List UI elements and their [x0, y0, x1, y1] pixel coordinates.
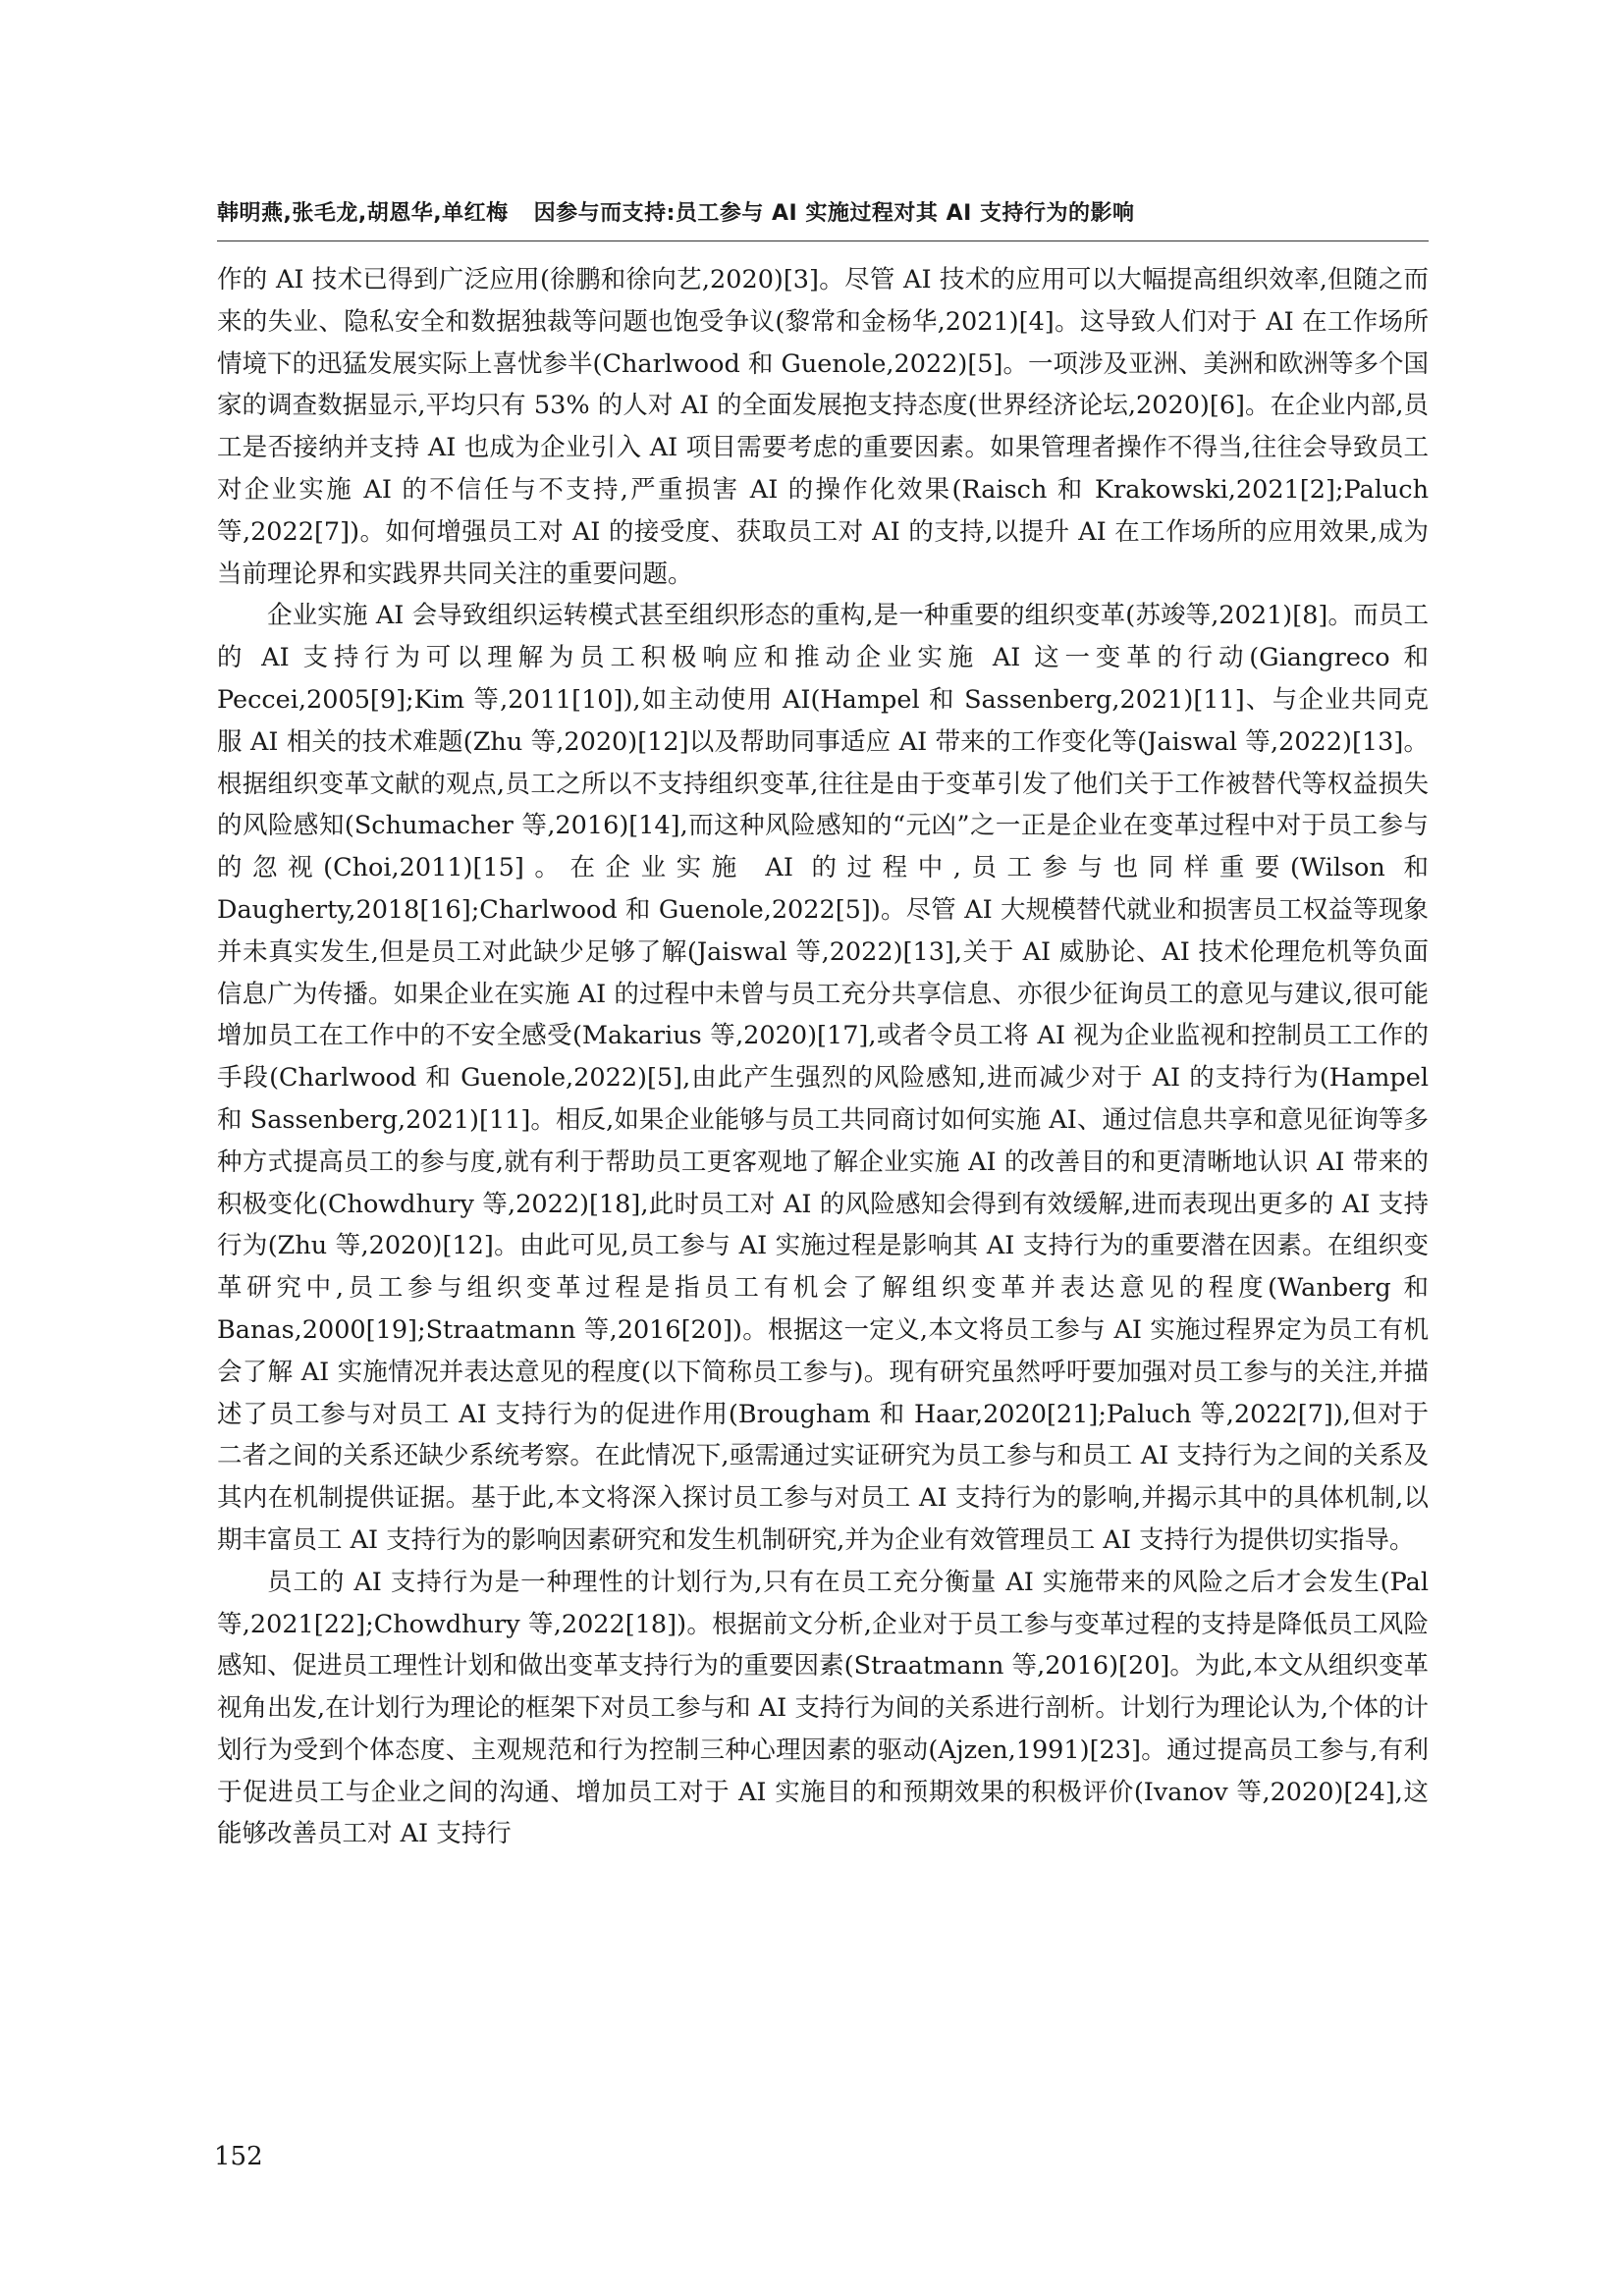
header-title: 因参与而支持:员工参与 AI 实施过程对其 AI 支持行为的影响 [533, 201, 1135, 226]
paragraph-2: 企业实施 AI 会导致组织运转模式甚至组织形态的重构,是一种重要的组织变革(苏竣等,2021)[8]。而员工的 AI 支持行为可以理解为员工积极响应和推动企业实施 AI 这一变革的行动(Giangreco 和 Peccei,2005[9];Kim 等,2011[10]),如主动使用 AI(Hampel 和 Sassenberg,2021)[11]、与企业共同克服 AI 相关的技术难题(Zhu 等,2020)[12]以及帮助同事适应 AI 带来的工作变化等(Jaiswal 等,2022)[13]。根据组织变革文献的观点,员工之所以不支持组织变革,往往是由于变革引发了他们关于工作被替代等权益损失的风险感知(Schumacher 等,2016)[14],而这种风险感知的“元凶”之一正是企业在变革过程中对于员工参与的忽视(Choi,2011)[15]。在企业实施 AI 的过程中,员工参与也同样重要(Wilson 和 Daugherty,2018[16];Charlwood 和 Guenole,2022[5])。尽管 AI 大规模替代就业和损害员工权益等现象并未真实发生,但是员工对此缺少足够了解(Jaiswal 等,2022)[13],关于 AI 威胁论、AI 技术伦理危机等负面信息广为传播。如果企业在实施 AI 的过程中未曾与员工充分共享信息、亦很少征询员工的意见与建议,很可能增加员工在工作中的不安全感受(Makarius 等,2020)[17],或者令员工将 AI 视为企业监视和控制员工工作的手段(Charlwood 和 Guenole,2022)[5],由此产生强烈的风险感知,进而减少对于 AI 的支持行为(Hampel 和 Sassenberg,2021)[11]。相反,如果企业能够与员工共同商讨如何实施 AI、通过信息共享和意见征询等多种方式提高员工的参与度,就有利于帮助员工更客观地了解企业实施 AI 的改善目的和更清晰地认识 AI 带来的积极变化(Chowdhury 等,2022)[18],此时员工对 AI 的风险感知会得到有效缓解,进而表现出更多的 AI 支持行为(Zhu 等,2020)[12]。由此可见,员工参与 AI 实施过程是影响其 AI 支持行为的重要潜在因素。在组织变革研究中,员工参与组织变革过程是指员工有机会了解组织变革并表达意见的程度(Wanberg 和 Banas,2000[19];Straatmann 等,2016[20])。根据这一定义,本文将员工参与 AI 实施过程界定为员工有机会了解 AI 实施情况并表达意见的程度(以下简称员工参与)。现有研究虽然呼吁要加强对员工参与的关注,并描述了员工参与对员工 AI 支持行为的促进作用(Brougham 和 Haar,2020[21];Paluch 等,2022[7]),但对于二者之间的关系还缺少系统考察。在此情况下,亟需通过实证研究为员工参与和员工 AI 支持行为之间的关系及其内在机制提供证据。基于此,本文将深入探讨员工参与对员工 AI 支持行为的影响,并揭示其中的具体机制,以期丰富员工 AI 支持行为的影响因素研究和发生机制研究,并为企业有效管理员工 AI 支持行为提供切实指导。 [217, 601, 1429, 1555]
paragraph-3: 员工的 AI 支持行为是一种理性的计划行为,只有在员工充分衡量 AI 实施带来的风险之后才会发生(Pal 等,2021[22];Chowdhury 等,2022[18])。根据前文分析,企业对于员工参与变革过程的支持是降低员工风险感知、促进员工理性计划和做出变革支持行为的重要因素(Straatmann 等,2016)[20]。为此,本文从组织变革视角出发,在计划行为理论的框架下对员工参与和 AI 支持行为间的关系进行剖析。计划行为理论认为,个体的计划行为受到个体态度、主观规范和行为控制三种心理因素的驱动(Ajzen,1991)[23]。通过提高员工参与,有利于促进员工与企业之间的沟通、增加员工对于 AI 实施目的和预期效果的积极评价(Ivanov 等,2020)[24],这能够改善员工对 AI 支持行 [217, 1567, 1429, 1849]
article-body [217, 259, 1429, 1855]
running-header [217, 196, 1429, 232]
header-rule [217, 240, 1429, 241]
header-authors: 韩明燕,张毛龙,胡恩华,单红梅 [217, 201, 509, 226]
paragraph-1: 作的 AI 技术已得到广泛应用(徐鹏和徐向艺,2020)[3]。尽管 AI 技术的应用可以大幅提高组织效率,但随之而来的失业、隐私安全和数据独裁等问题也饱受争议(黎常和金杨华,2021)[4]。这导致人们对于 AI 在工作场所情境下的迅猛发展实际上喜忧参半(Charlwood 和 Guenole,2022)[5]。一项涉及亚洲、美洲和欧洲等多个国家的调查数据显示,平均只有 53% 的人对 AI 的全面发展抱支持态度(世界经济论坛,2020)[6]。在企业内部,员工是否接纳并支持 AI 也成为企业引入 AI 项目需要考虑的重要因素。如果管理者操作不得当,往往会导致员工对企业实施 AI 的不信任与不支持,严重损害 AI 的操作化效果(Raisch 和 Krakowski,2021[2];Paluch 等,2022[7])。如何增强员工对 AI 的接受度、获取员工对 AI 的支持,以提升 AI 在工作场所的应用效果,成为当前理论界和实践界共同关注的重要问题。 [217, 265, 1429, 589]
page-number: 152 [214, 2142, 263, 2171]
